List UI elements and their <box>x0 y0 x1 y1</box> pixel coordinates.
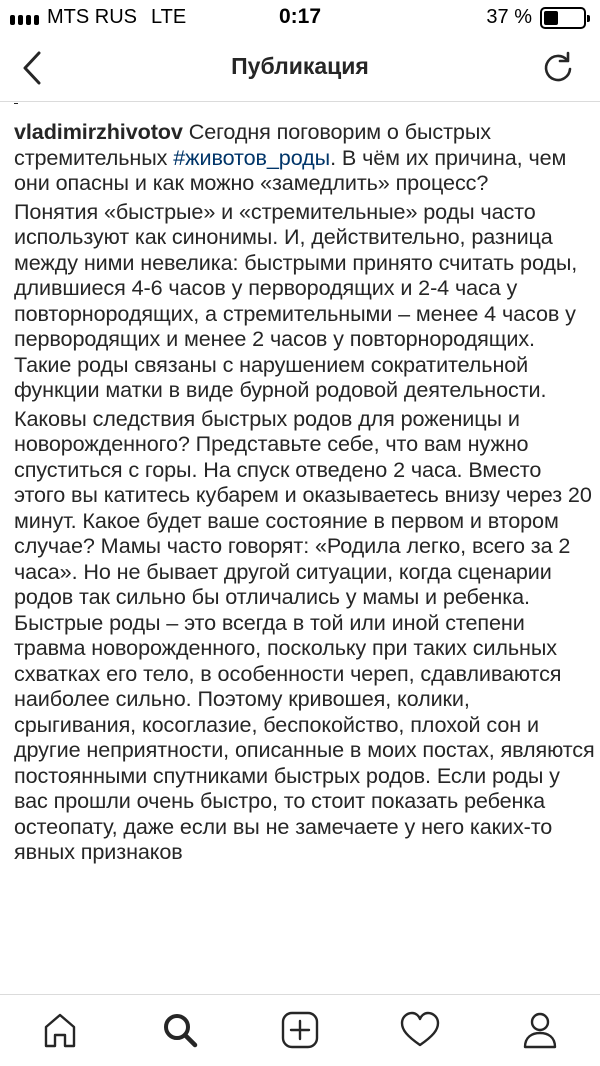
network-label: LTE <box>151 6 187 28</box>
refresh-icon <box>541 51 575 85</box>
hashtag-link[interactable]: #животов_роды <box>173 144 331 170</box>
search-icon <box>160 1010 200 1050</box>
page-title: Публикация <box>231 53 369 79</box>
caption-text-cont: . В чём их причина, чем они опасны и как можно «замедлить» процесс? <box>14 144 567 195</box>
caption-paragraph-3: Каковы следствия быстрых родов для роженицы и новорожденного? Представьте себе, что вам нужно спуститься с горы. На спуск отведено 2 часа. Вместо этого вы катитесь кубарем и оказываетесь внизу через 20 минут. Какое будет ваше состояние в первом и втором случае? Мамы часто говорят: «Родила легко, всего за 2 часа». Но не бывает другой ситуации, когда сценарии родов так сильно бы отличались у мамы и ребенка. Быстрые роды – это всегда в той или иной степени травма новорожденного, поскольку при таких сильных схватках его тело, в особенности череп, сдавливаются наиболее сильно. Поэтому кривошея, колики, срыгивания, косоглазие, беспокойство, плохой сон и другие неприятности, описанные в моих постах, являются постоянными спутниками быстрых родов. Если роды у вас прошли очень быстро, то стоит показать ребенка остеопату, даже если вы не замечаете у него каких-то явных признаков <box>14 405 595 864</box>
refresh-button[interactable] <box>540 50 576 86</box>
post-content[interactable] <box>0 103 600 994</box>
caption-paragraph-1 <box>14 119 596 196</box>
tab-search[interactable] <box>155 1007 205 1053</box>
battery-fill <box>544 11 558 25</box>
previous-text-fragment <box>14 103 18 104</box>
tab-new-post[interactable] <box>275 1007 325 1053</box>
tab-bar <box>0 994 600 1066</box>
carrier-label: MTS RUS <box>47 6 137 28</box>
status-right <box>486 6 586 29</box>
add-post-icon <box>279 1009 321 1051</box>
clock: 0:17 <box>278 5 322 28</box>
caption-text: Сегодня поговорим о быстрых стремительных <box>14 119 491 170</box>
home-icon <box>40 1010 80 1050</box>
post-caption <box>14 119 596 868</box>
navigation-bar <box>0 34 600 102</box>
battery-percent: 37 % <box>486 6 532 28</box>
tab-activity[interactable] <box>395 1007 445 1053</box>
battery-icon <box>540 7 586 29</box>
status-bar <box>0 0 600 34</box>
heart-icon <box>399 1010 441 1050</box>
profile-icon <box>520 1010 560 1050</box>
tab-home[interactable] <box>35 1007 85 1053</box>
caption-paragraph-2: Понятия «быстрые» и «стремительные» роды часто используют как синонимы. И, действительно, разница между ними невелика: быстрыми принято считать роды, длившиеся 4-6 часов у первородящих и 2-4 часа у повторнородящих, а стремительными – менее 4 часов у первородящих и менее 2 часов у повторнородящих. Такие роды связаны с нарушением сократительной функции матки в виде бурной родовой деятельности. <box>14 198 578 402</box>
tab-profile[interactable] <box>515 1007 565 1053</box>
username-link[interactable]: vladimirzhivotov <box>14 119 183 144</box>
